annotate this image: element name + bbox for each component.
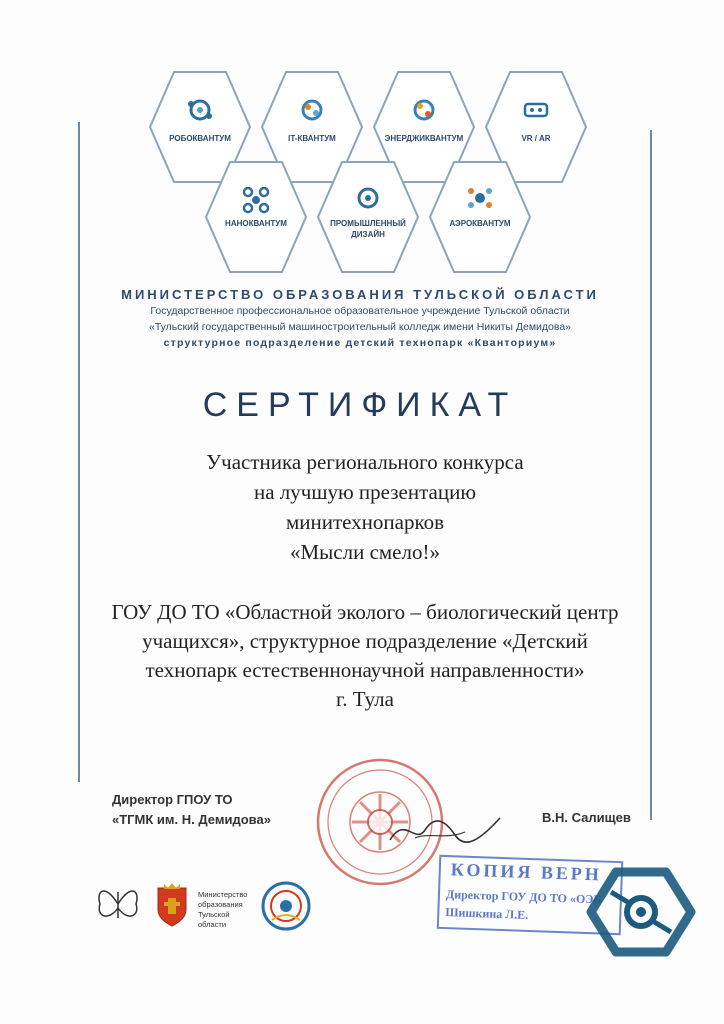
hex-label-design: ДИЗАЙН [351,230,385,239]
ministry-footer-label [198,890,247,930]
director-signature [385,810,505,850]
director-title-line: Директор ГПОУ ТО [112,792,233,807]
frame-right-line [650,130,652,820]
award-line: Участника регионального конкурса [206,450,524,474]
kvantum-hexagon-header [140,60,620,280]
recipient-line: г. Тула [336,687,394,711]
institution-line-2: «Тульский государственный машиностроительный колледж имени Никиты Демидова» [148,321,572,333]
stamp-line: КОПИЯ ВЕРН [450,859,603,885]
hex-label-aero-kvantum: АЭРОКВАНТУМ [449,219,511,228]
award-text [80,447,650,567]
hex-label-energy-kvantum: ЭНЕРДЖИКВАНТУМ [384,134,464,143]
award-line: на лучшую презентацию [253,480,477,504]
director-title-line: «ТГМК им. Н. Демидова» [112,812,271,827]
recipient-line: ГОУ ДО ТО «Областной эколого – биологический центр [111,600,619,624]
ministry-footer-line: области [198,920,227,929]
ministry-heading: МИНИСТЕРСТВО ОБРАЗОВАНИЯ ТУЛЬСКОЙ ОБЛАСТИ [121,287,599,302]
kvantorium-logo [586,862,696,962]
ministry-footer-line: образования [198,900,243,909]
hex-label-it-kvantum: IT-КВАНТУМ [288,134,336,143]
recipient-text [60,598,670,714]
hex-label-vr-ar: VR / AR [521,134,551,143]
recipient-line: учащихся», структурное подразделение «Детский [142,629,588,653]
college-emblem [260,880,312,932]
recipient-line: технопарк естественнонаучной направленности» [145,658,585,682]
stamp-line: Директор ГОУ ДО ТО «ОЭБ [445,887,602,907]
director-name: В.Н. Салищев [542,810,631,825]
director-title [112,790,271,830]
award-line: минитехнопарков [285,510,445,534]
tula-coat-of-arms [154,880,190,930]
ministry-footer-line: Министерство [198,890,248,899]
hex-label-industrial: ПРОМЫШЛЕННЫЙ [330,219,406,228]
hex-label-nano-kvantum: НАНОКВАНТУМ [225,219,287,228]
stamp-line: Шишкина Л.Е. [445,905,529,922]
hex-label-robokvantum: РОБОКВАНТУМ [169,134,231,143]
award-line: «Мысли смело!» [290,540,440,564]
ministry-footer-line: Тульской [198,910,230,919]
certificate-title: СЕРТИФИКАТ [202,386,518,424]
institution-line-3: структурное подразделение детский технопарк «Кванториум» [163,337,557,349]
institution-line-1: Государственное профессиональное образовательное учреждение Тульской области [150,305,570,317]
butterfly-logo [94,878,142,930]
